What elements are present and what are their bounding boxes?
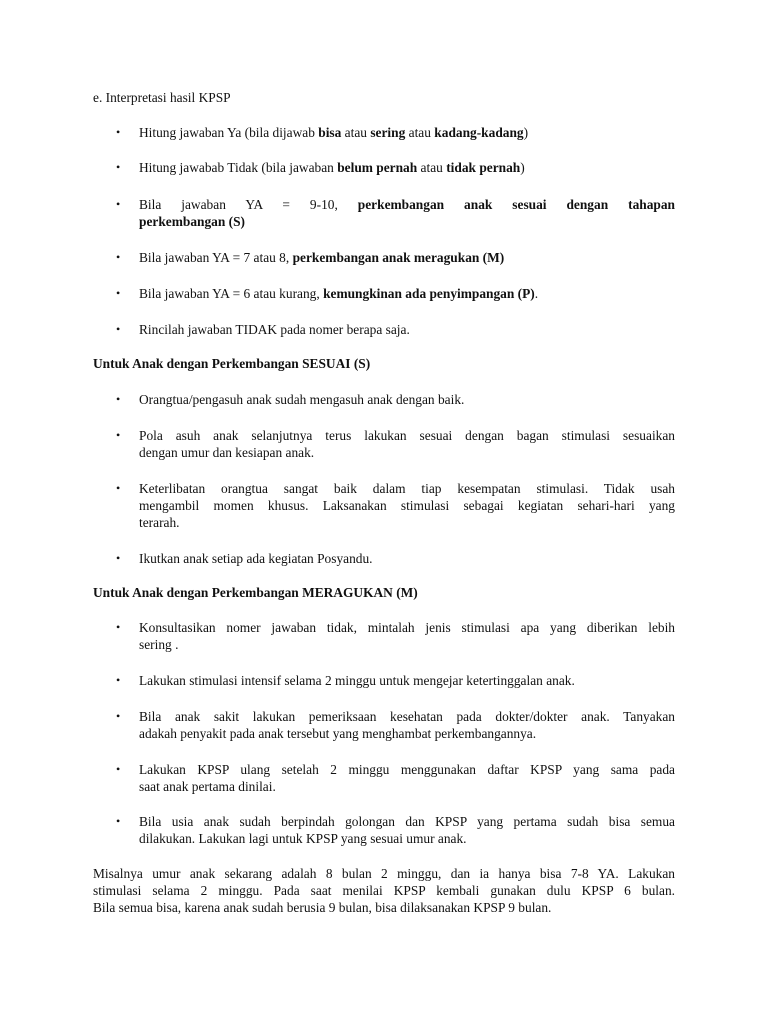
section-e-title: e. Interpretasi hasil KPSP	[93, 90, 231, 105]
list-item: Bila jawaban YA = 6 atau kurang, kemungkinan ada penyimpangan (P).	[139, 286, 539, 301]
bullet-icon: •	[116, 160, 121, 174]
section-heading: Untuk Anak dengan Perkembangan MERAGUKAN (M)	[93, 585, 418, 600]
section-heading: Untuk Anak dengan Perkembangan SESUAI (S)	[93, 356, 371, 371]
bullet-icon: •	[116, 762, 121, 776]
bullet-icon: •	[116, 709, 121, 723]
bullet-icon: •	[116, 673, 121, 687]
bullet-icon: •	[116, 814, 121, 828]
list-item: Ikutkan anak setiap ada kegiatan Posyandu.	[139, 551, 373, 566]
list-item: Bila usia anak sudah berpindah golongan dan KPSP yang pertama sudah bisa semua dilakukan. Lakukan lagi untuk KPSP yang sesuai umur anak.	[139, 814, 675, 846]
list-item: Lakukan KPSP ulang setelah 2 minggu menggunakan daftar KPSP yang sama pada saat anak pertama dinilai.	[139, 762, 675, 794]
bullet-icon: •	[116, 125, 121, 139]
bullet-icon: •	[116, 197, 121, 211]
list-item: Hitung jawabab Tidak (bila jawaban belum pernah atau tidak pernah)	[139, 160, 525, 175]
bullet-icon: •	[116, 551, 121, 565]
list-item: Orangtua/pengasuh anak sudah mengasuh anak dengan baik.	[139, 392, 465, 407]
list-item-line: Bila jawaban YA = 9-10, perkembangan anak sesuai dengan tahapan	[139, 197, 675, 212]
list-item: Bila jawaban YA = 9-10, perkembangan anak sesuai dengan tahapan perkembangan (S)	[139, 197, 675, 229]
list-item: Rincilah jawaban TIDAK pada nomer berapa saja.	[139, 322, 410, 337]
list-item: Hitung jawaban Ya (bila dijawab bisa atau sering atau kadang-kadang)	[139, 125, 529, 140]
bullet-icon: •	[116, 392, 121, 406]
list-item: Konsultasikan nomer jawaban tidak, mintalah jenis stimulasi apa yang diberikan lebih sering .	[139, 620, 675, 652]
list-item: Bila jawaban YA = 7 atau 8, perkembangan anak meragukan (M)	[139, 250, 505, 265]
bullet-icon: •	[116, 428, 121, 442]
bullet-icon: •	[116, 322, 121, 336]
bullet-icon: •	[116, 286, 121, 300]
list-item: Pola asuh anak selanjutnya terus lakukan sesuai dengan bagan stimulasi sesuaikan dengan umur dan kesiapan anak.	[139, 428, 675, 460]
bullet-icon: •	[116, 481, 121, 495]
list-item: Lakukan stimulasi intensif selama 2 minggu untuk mengejar ketertinggalan anak.	[139, 673, 575, 688]
list-item: Keterlibatan orangtua sangat baik dalam tiap kesempatan stimulasi. Tidak usah mengambil momen khusus. Laksanakan stimulasi sebagai kegiatan sehari-hari yang terarah.	[139, 481, 675, 530]
bullet-icon: •	[116, 620, 121, 634]
closing-paragraph: Misalnya umur anak sekarang adalah 8 bulan 2 minggu, dan ia hanya bisa 7-8 YA. Lakukan stimulasi selama 2 minggu. Pada saat menilai KPSP kembali gunakan dulu KPSP 6 bulan. Bila semua bisa, karena anak sudah berusia 9 bulan, bisa dilaksanakan KPSP 9 bulan.	[93, 866, 675, 915]
list-item: Bila anak sakit lakukan pemeriksaan kesehatan pada dokter/dokter anak. Tanyakan adakah penyakit pada anak tersebut yang menghambat perkembangannya.	[139, 709, 675, 741]
bullet-icon: •	[116, 250, 121, 264]
